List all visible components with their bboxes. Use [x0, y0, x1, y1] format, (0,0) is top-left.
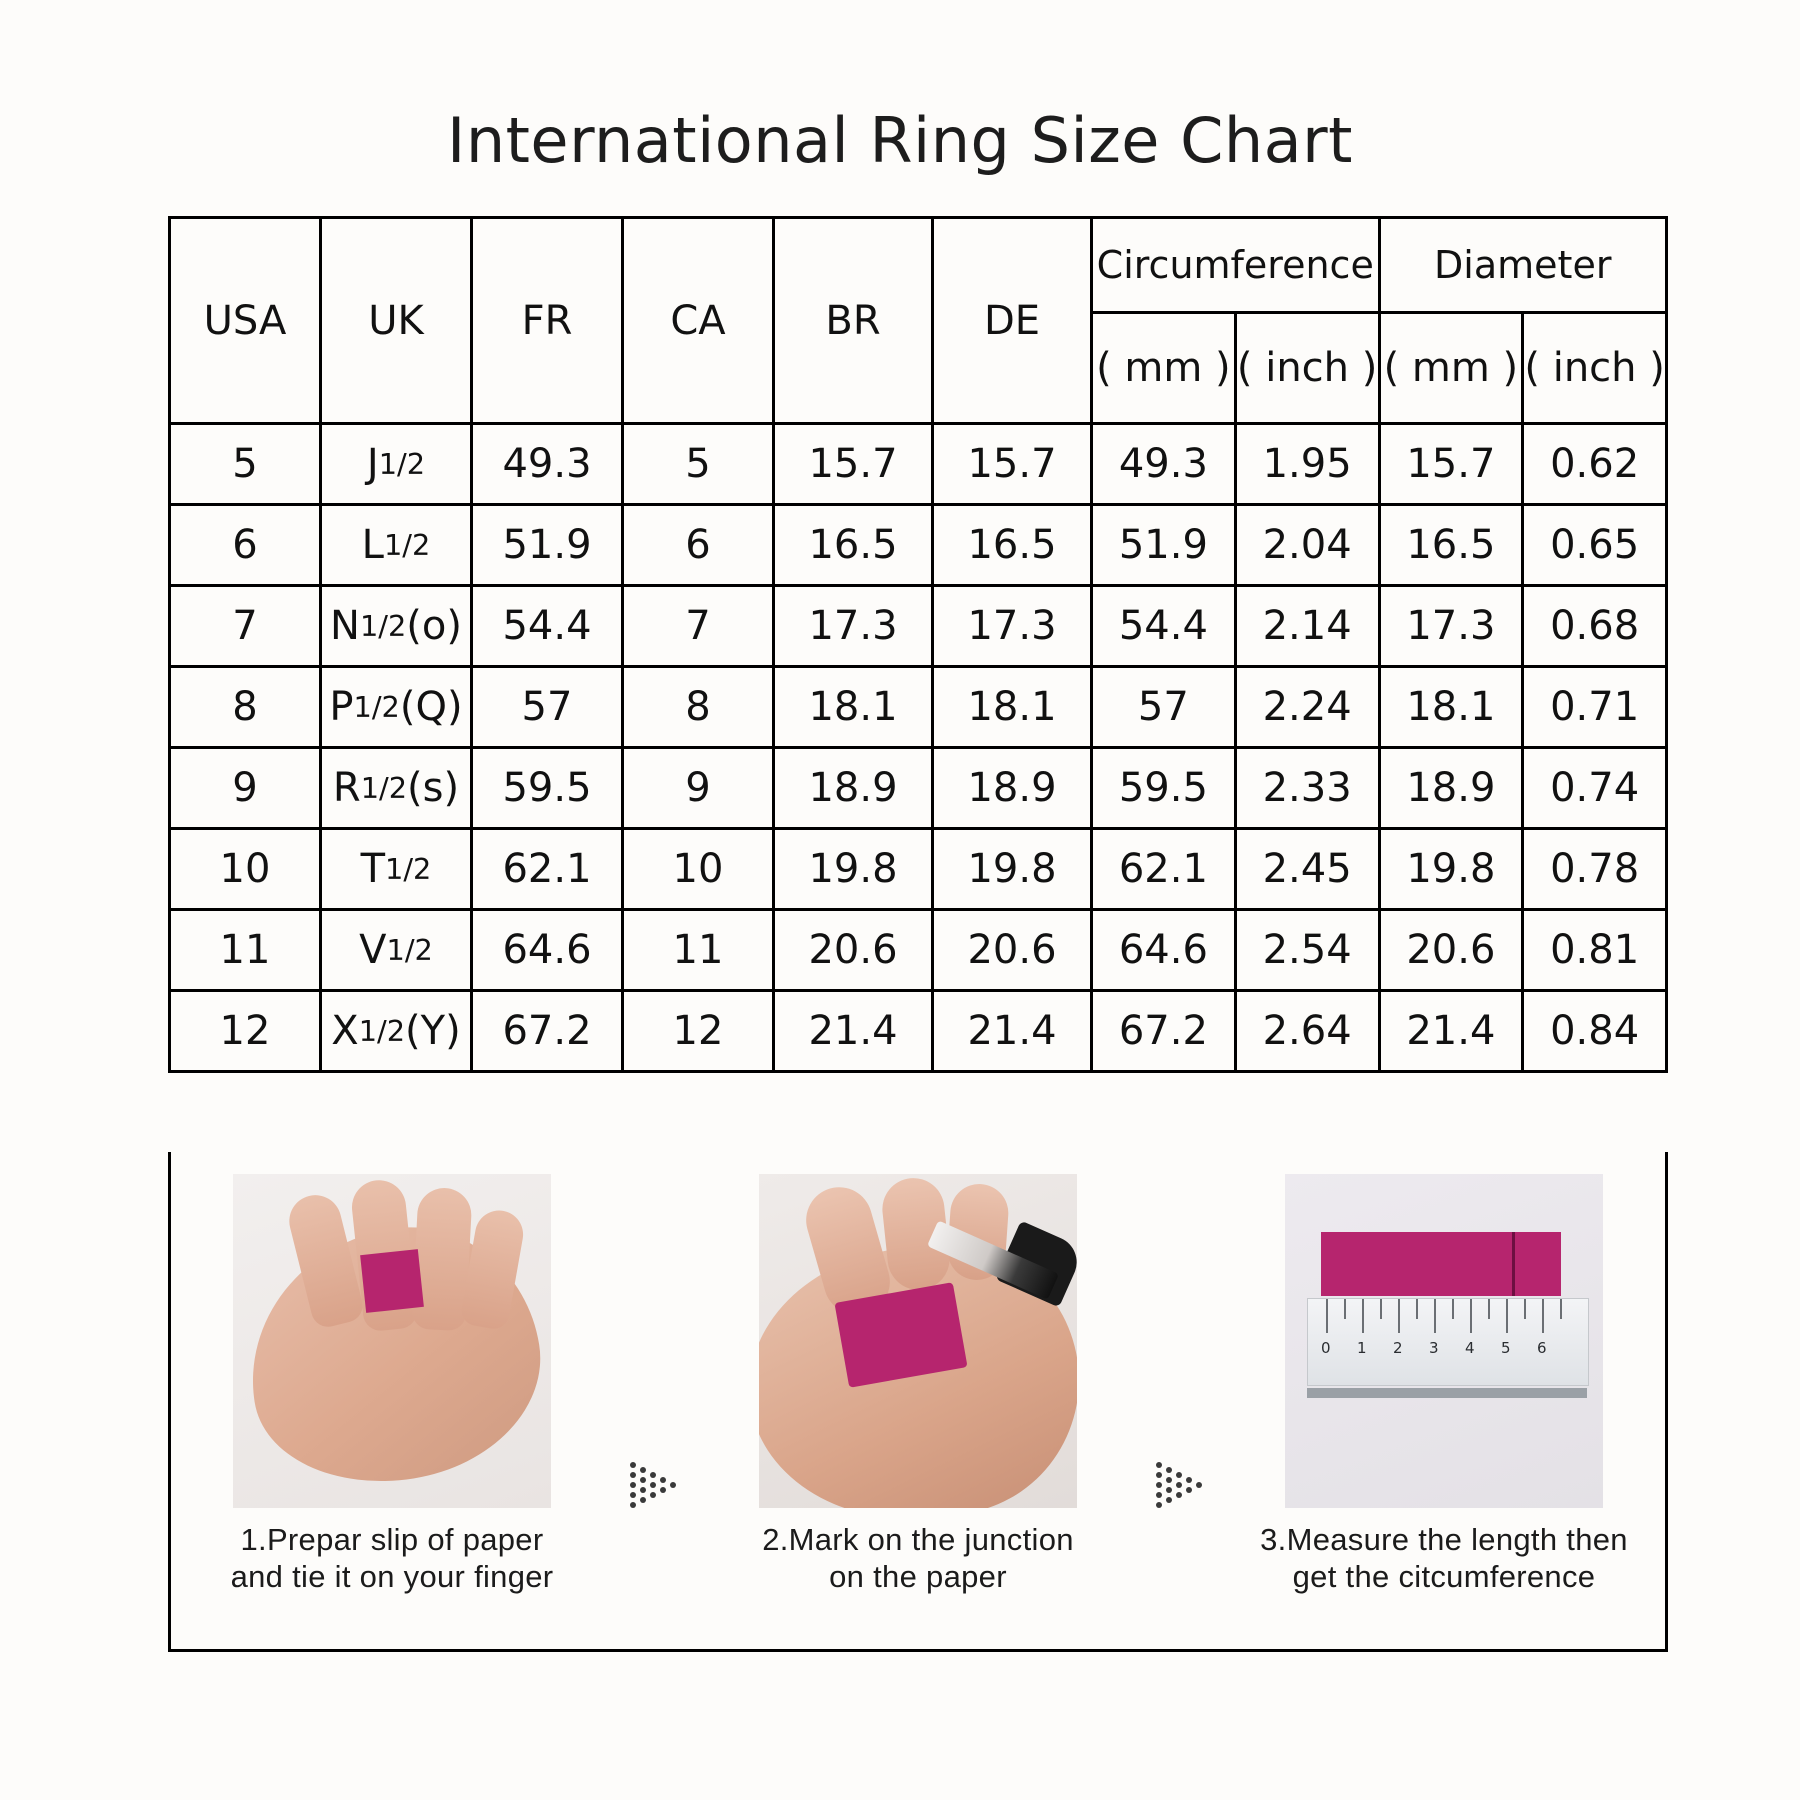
ruler-tick-3: 3 [1429, 1339, 1439, 1357]
cell-uk [321, 829, 472, 910]
cell-de: 20.6 [933, 910, 1092, 991]
table-row [170, 505, 1667, 586]
cell-diameter-mm: 20.6 [1379, 910, 1523, 991]
size-table-container [168, 216, 1668, 1073]
measuring-instructions-panel [168, 1152, 1668, 1652]
step-3-caption-line1: 3.Measure the length then [1260, 1522, 1628, 1557]
cell-diameter-mm: 15.7 [1379, 424, 1523, 505]
cell-diameter-inch: 0.84 [1523, 991, 1667, 1072]
step-1-caption [231, 1522, 554, 1595]
cell-circumference-inch: 2.24 [1235, 667, 1379, 748]
cell-ca: 5 [623, 424, 774, 505]
cell-ca: 10 [623, 829, 774, 910]
cell-circumference-inch: 2.14 [1235, 586, 1379, 667]
cell-diameter-inch: 0.71 [1523, 667, 1667, 748]
uk-letter: J [366, 441, 379, 487]
uk-fraction: 1/2 [385, 851, 432, 886]
cell-uk [321, 991, 472, 1072]
cell-ca: 12 [623, 991, 774, 1072]
cell-de: 18.1 [933, 667, 1092, 748]
column-header-usa: USA [170, 218, 321, 424]
uk-fraction: 1/2 [386, 932, 433, 967]
cell-circumference-inch: 2.64 [1235, 991, 1379, 1072]
step-2 [723, 1174, 1113, 1595]
cell-diameter-mm: 17.3 [1379, 586, 1523, 667]
cell-br: 16.5 [774, 505, 933, 586]
cell-fr: 54.4 [472, 586, 623, 667]
cell-usa: 10 [170, 829, 321, 910]
paper-strip [1321, 1232, 1561, 1296]
cell-diameter-inch: 0.65 [1523, 505, 1667, 586]
table-header-row [170, 218, 1667, 313]
step-1-caption-line1: 1.Prepar slip of paper [240, 1522, 544, 1557]
cell-uk [321, 748, 472, 829]
uk-letter: L [361, 522, 384, 568]
cell-uk [321, 667, 472, 748]
ruler-tick-0: 0 [1321, 1339, 1331, 1357]
cell-circumference-inch: 2.33 [1235, 748, 1379, 829]
cell-uk [321, 505, 472, 586]
cell-usa: 11 [170, 910, 321, 991]
cell-diameter-inch: 0.62 [1523, 424, 1667, 505]
column-header-br: BR [774, 218, 933, 424]
column-header-diameter: Diameter [1379, 218, 1667, 313]
ruler-tick-6: 6 [1537, 1339, 1547, 1357]
cell-fr: 57 [472, 667, 623, 748]
uk-fraction: 1/2 [353, 689, 400, 724]
uk-letter: V [359, 927, 387, 973]
table-row [170, 910, 1667, 991]
uk-fraction: 1/2 [359, 608, 407, 643]
column-header-de: DE [933, 218, 1092, 424]
ruler-tick-4: 4 [1465, 1339, 1475, 1357]
step-3-caption-line2: get the citcumference [1292, 1558, 1596, 1594]
step-3-caption [1260, 1522, 1628, 1595]
table-row [170, 991, 1667, 1072]
cell-diameter-inch: 0.74 [1523, 748, 1667, 829]
cell-fr: 49.3 [472, 424, 623, 505]
paper-strip [360, 1249, 424, 1313]
ruler-tick-1: 1 [1357, 1339, 1367, 1357]
subheader-diameter-mm: ( mm ) [1379, 313, 1523, 424]
step-3 [1249, 1174, 1639, 1595]
table-row [170, 424, 1667, 505]
uk-letter: P [329, 684, 354, 730]
cell-circumference-mm: 49.3 [1092, 424, 1236, 505]
cell-br: 18.1 [774, 667, 933, 748]
marking-paper-with-pen-photo [759, 1174, 1077, 1508]
cell-fr: 64.6 [472, 910, 623, 991]
cell-uk [321, 586, 472, 667]
cell-diameter-mm: 16.5 [1379, 505, 1523, 586]
cell-circumference-inch: 2.04 [1235, 505, 1379, 586]
ruler [1307, 1298, 1589, 1386]
table-row [170, 667, 1667, 748]
step-1-caption-line2: and tie it on your finger [230, 1558, 554, 1594]
uk-letter: T [360, 846, 386, 892]
ring-size-table [168, 216, 1668, 1073]
step-1 [197, 1174, 587, 1595]
subheader-circumference-mm: ( mm ) [1092, 313, 1236, 424]
column-header-fr: FR [472, 218, 623, 424]
ruler-measuring-paper-photo [1285, 1174, 1603, 1508]
cell-de: 17.3 [933, 586, 1092, 667]
uk-fraction: 1/2 [383, 527, 431, 562]
cell-fr: 51.9 [472, 505, 623, 586]
cell-br: 21.4 [774, 991, 933, 1072]
step-2-caption-line2: on the paper [829, 1558, 1007, 1594]
cell-diameter-mm: 19.8 [1379, 829, 1523, 910]
cell-usa: 7 [170, 586, 321, 667]
cell-usa: 6 [170, 505, 321, 586]
cell-ca: 9 [623, 748, 774, 829]
page-title: International Ring Size Chart [447, 104, 1353, 177]
cell-ca: 11 [623, 910, 774, 991]
cell-circumference-mm: 54.4 [1092, 586, 1236, 667]
uk-fraction: 1/2 [358, 1013, 406, 1048]
cell-diameter-inch: 0.68 [1523, 586, 1667, 667]
cell-de: 21.4 [933, 991, 1092, 1072]
uk-letter: R [332, 765, 361, 811]
cell-circumference-mm: 67.2 [1092, 991, 1236, 1072]
cell-diameter-mm: 21.4 [1379, 991, 1523, 1072]
cell-diameter-inch: 0.81 [1523, 910, 1667, 991]
table-row [170, 586, 1667, 667]
column-header-ca: CA [623, 218, 774, 424]
ruler-tick-2: 2 [1393, 1339, 1403, 1357]
cell-uk [321, 424, 472, 505]
cell-fr: 67.2 [472, 991, 623, 1072]
cell-ca: 6 [623, 505, 774, 586]
ruler-tick-5: 5 [1501, 1339, 1511, 1357]
cell-br: 20.6 [774, 910, 933, 991]
cell-diameter-mm: 18.1 [1379, 667, 1523, 748]
uk-letter: N [330, 603, 360, 649]
cell-de: 19.8 [933, 829, 1092, 910]
cell-circumference-inch: 1.95 [1235, 424, 1379, 505]
cell-usa: 9 [170, 748, 321, 829]
step-2-caption [762, 1522, 1074, 1595]
uk-letter: X [331, 1008, 359, 1054]
step-2-caption-line1: 2.Mark on the junction [762, 1522, 1074, 1557]
cell-usa: 12 [170, 991, 321, 1072]
cell-de: 16.5 [933, 505, 1092, 586]
uk-fraction: 1/2 [378, 446, 426, 481]
table-row [170, 829, 1667, 910]
cell-circumference-mm: 57 [1092, 667, 1236, 748]
subheader-circumference-inch: ( inch ) [1235, 313, 1379, 424]
column-header-uk: UK [321, 218, 472, 424]
cell-uk [321, 910, 472, 991]
cell-circumference-inch: 2.45 [1235, 829, 1379, 910]
cell-de: 15.7 [933, 424, 1092, 505]
hand-with-paper-strip-photo [233, 1174, 551, 1508]
uk-suffix: (o) [406, 603, 462, 649]
subheader-diameter-inch: ( inch ) [1523, 313, 1667, 424]
uk-suffix: (Y) [405, 1008, 461, 1054]
cell-ca: 7 [623, 586, 774, 667]
cell-fr: 59.5 [472, 748, 623, 829]
cell-circumference-mm: 59.5 [1092, 748, 1236, 829]
cell-circumference-mm: 64.6 [1092, 910, 1236, 991]
uk-fraction: 1/2 [360, 770, 408, 805]
cell-br: 17.3 [774, 586, 933, 667]
arrow-right-icon-2 [1150, 1455, 1212, 1519]
cell-diameter-mm: 18.9 [1379, 748, 1523, 829]
cell-br: 18.9 [774, 748, 933, 829]
column-header-circumference: Circumference [1092, 218, 1380, 313]
table-row [170, 748, 1667, 829]
cell-usa: 8 [170, 667, 321, 748]
cell-de: 18.9 [933, 748, 1092, 829]
cell-fr: 62.1 [472, 829, 623, 910]
cell-circumference-inch: 2.54 [1235, 910, 1379, 991]
cell-usa: 5 [170, 424, 321, 505]
cell-ca: 8 [623, 667, 774, 748]
cell-diameter-inch: 0.78 [1523, 829, 1667, 910]
cell-circumference-mm: 62.1 [1092, 829, 1236, 910]
cell-br: 15.7 [774, 424, 933, 505]
cell-br: 19.8 [774, 829, 933, 910]
uk-suffix: (Q) [399, 684, 463, 730]
cell-circumference-mm: 51.9 [1092, 505, 1236, 586]
arrow-right-icon-1 [624, 1455, 686, 1519]
uk-suffix: (s) [407, 765, 460, 811]
